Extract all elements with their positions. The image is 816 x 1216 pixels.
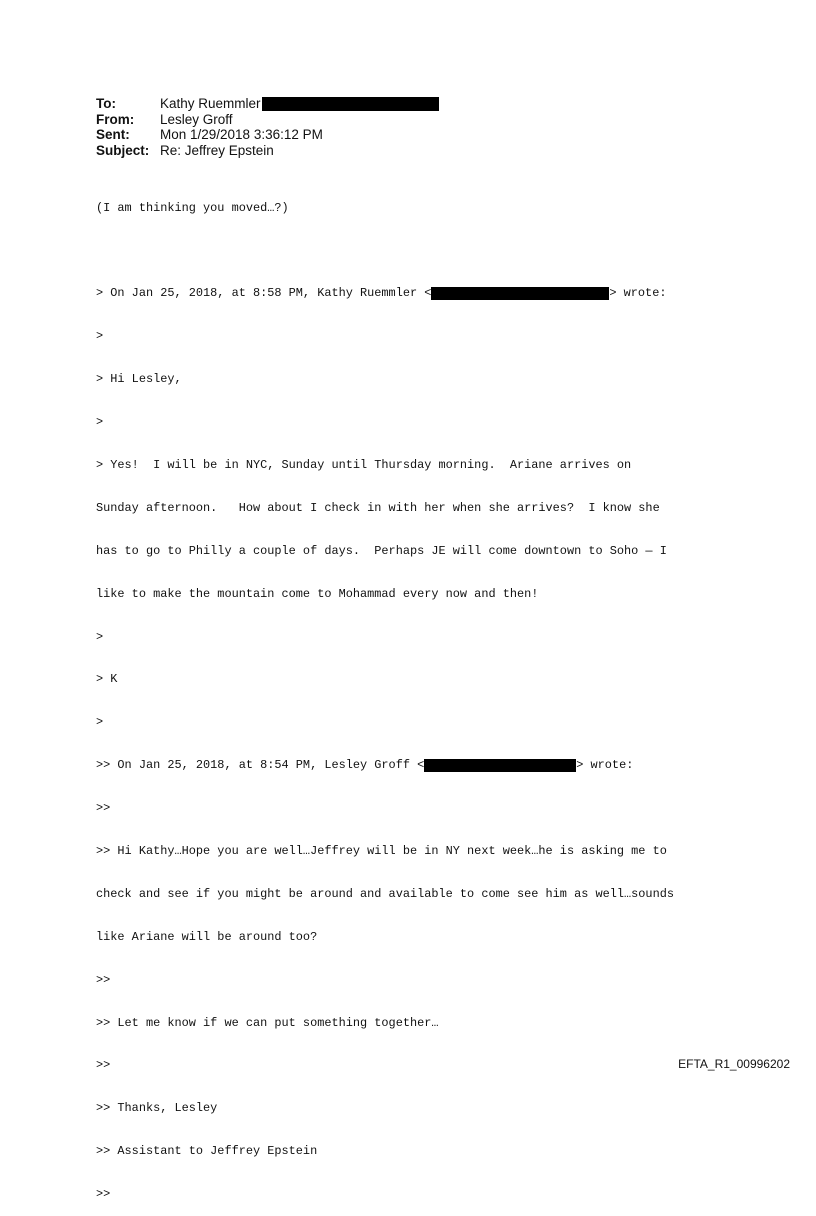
message-line: > Yes! I will be in NYC, Sunday until Thursday morning. Ariane arrives on	[96, 457, 632, 472]
quote2-prefix: >> On Jan 25, 2018, at 8:54 PM, Lesley Groff <	[96, 758, 425, 773]
opening-line: (I am thinking you moved…?)	[96, 200, 289, 215]
to-label: To:	[96, 96, 116, 111]
sent-value: Mon 1/29/2018 3:36:12 PM	[160, 127, 323, 142]
quote-line: >>	[96, 1187, 111, 1202]
quote1-suffix: > wrote:	[609, 286, 667, 301]
from-value: Lesley Groff	[160, 111, 233, 127]
to-row	[96, 96, 439, 112]
quote-line: >	[96, 715, 104, 730]
quote-line: >	[96, 629, 104, 644]
quote1-attribution	[96, 286, 736, 300]
redaction-bar	[424, 759, 576, 772]
sent-label: Sent:	[96, 127, 130, 142]
quote2-suffix: > wrote:	[576, 758, 634, 773]
document-id: EFTA_R1_00996202	[678, 1057, 790, 1071]
greeting-line: > Hi Lesley,	[96, 372, 182, 387]
spacer	[96, 243, 736, 257]
message-line: >> Hi Kathy…Hope you are well…Jeffrey will be in NY next week…he is asking me to	[96, 843, 667, 858]
signature-line: >> Thanks, Lesley	[96, 1101, 218, 1116]
quote-line: >>	[96, 801, 111, 816]
redaction-bar	[431, 287, 609, 300]
email-body	[96, 172, 736, 1216]
quote-line: >	[96, 329, 104, 344]
to-value	[160, 96, 439, 112]
from-row	[96, 112, 439, 128]
quote1-prefix: > On Jan 25, 2018, at 8:58 PM, Kathy Ruemmler <	[96, 286, 432, 301]
message-line: Sunday afternoon. How about I check in with her when she arrives? I know she	[96, 500, 660, 515]
signature-title-line: >> Assistant to Jeffrey Epstein	[96, 1144, 318, 1159]
message-line: like to make the mountain come to Mohammad every now and then!	[96, 586, 539, 601]
quote-line: >	[96, 415, 104, 430]
message-line: like Ariane will be around too?	[96, 929, 318, 944]
email-header	[96, 96, 439, 158]
message-line: >> Let me know if we can put something together…	[96, 1015, 439, 1030]
subject-label: Subject:	[96, 142, 150, 158]
sent-row	[96, 127, 439, 143]
redaction-bar	[262, 97, 439, 111]
quote-line: >>	[96, 1058, 111, 1073]
message-line: check and see if you might be around and available to come see him as well…sounds	[96, 886, 674, 901]
quote-line: >>	[96, 972, 111, 987]
quote2-attribution	[96, 758, 736, 772]
from-label: From:	[96, 111, 135, 127]
message-line: has to go to Philly a couple of days. Perhaps JE will come downtown to Soho — I	[96, 543, 667, 558]
subject-value: Re: Jeffrey Epstein	[160, 142, 274, 158]
subject-row	[96, 143, 439, 159]
signature-line: > K	[96, 672, 118, 687]
to-name: Kathy Ruemmler	[160, 96, 261, 111]
